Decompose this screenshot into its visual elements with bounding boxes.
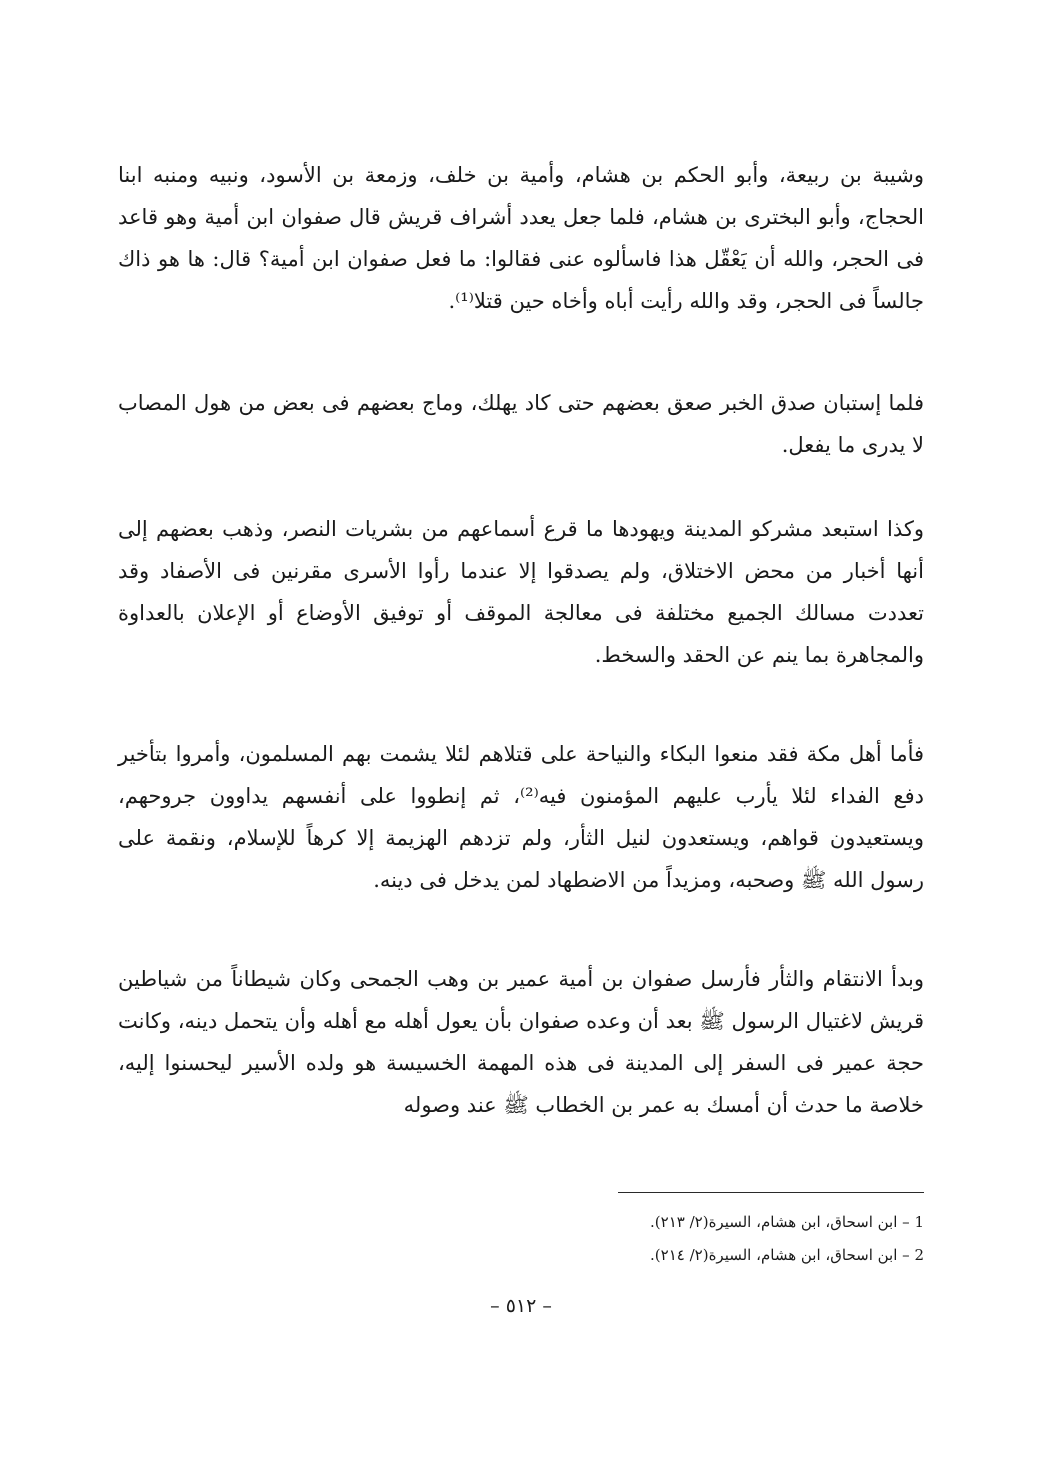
body-paragraph-4: فأما أهل مكة فقد منعوا البكاء والنياحة على قتلاهم لئلا يشمت بهم المسلمون، وأمروا بتأخير دفع الفداء لئلا يأرب عليهم المؤمنون فيه⁽²⁾، ثم إنطووا على أنفسهم يداوون جروحهم، ويستعيدون قواهم، ويستعدون لنيل الثأر، ولم تزدهم الهزيمة إلا كرهاً للإسلام، ونقمة على رسول الله ﷺ وصحبه، ومزيداً من الاضطهاد لمن يدخل فى دينه. <box>118 742 924 892</box>
body-paragraph-1: وشيبة بن ربيعة، وأبو الحكم بن هشام، وأمية بن خلف، وزمعة بن الأسود، ونبيه ومنبه ابنا الحجاج، وأبو البخترى بن هشام، فلما جعل يعدد أشراف قريش قال صفوان ابن أمية وهو قاعد فى الحجر، والله أن يَعْقّل هذا فاسألوه عنى فقالوا: ما فعل صفوان ابن أمية؟ قال: ها هو ذاك جالساً فى الحجر، وقد والله رأيت أباه وأخاه حين قتلا⁽¹⁾. <box>118 163 924 313</box>
footnote-1: 1 – ابن اسحاق، ابن هشام، السيرة(٢/ ٢١٣). <box>650 1213 924 1231</box>
body-paragraph-2: فلما إستبان صدق الخبر صعق بعضهم حتى كاد يهلك، وماج بعضهم فى بعض من هول المصاب لا يدرى ما يفعل. <box>118 391 924 457</box>
body-paragraph-5: وبدأ الانتقام والثأر فأرسل صفوان بن أمية عمير بن وهب الجمحى وكان شيطاناً من شياطين قريش لاغتيال الرسول ﷺ بعد أن وعده صفوان بأن يعول أهله مع أهله وأن يتحمل دينه، وكانت حجة عمير فى السفر إلى المدينة فى هذه المهمة الخسيسة هو ولده الأسير ليحسنوا إليه، خلاصة ما حدث أن أمسك به عمر بن الخطاب ﷺ عند وصوله <box>118 967 924 1117</box>
body-paragraph-3: وكذا استبعد مشركو المدينة ويهودها ما قرع أسماعهم من بشريات النصر، وذهب بعضهم إلى أنها أخبار من محض الاختلاق، ولم يصدقوا إلا عندما رأوا الأسرى مقرنين فى الأصفاد وقد تعددت مسالك الجميع مختلفة فى معالجة الموقف أو توفيق الأوضاع أو الإعلان بالعداوة والمجاهرة بما ينم عن الحقد والسخط. <box>118 517 924 667</box>
footnote-separator <box>618 1192 924 1193</box>
document-page <box>118 0 924 1477</box>
footnote-2: 2 – ابن اسحاق، ابن هشام، السيرة(٢/ ٢١٤). <box>650 1246 924 1264</box>
page-number: – ٥١٢ – <box>490 1295 552 1317</box>
